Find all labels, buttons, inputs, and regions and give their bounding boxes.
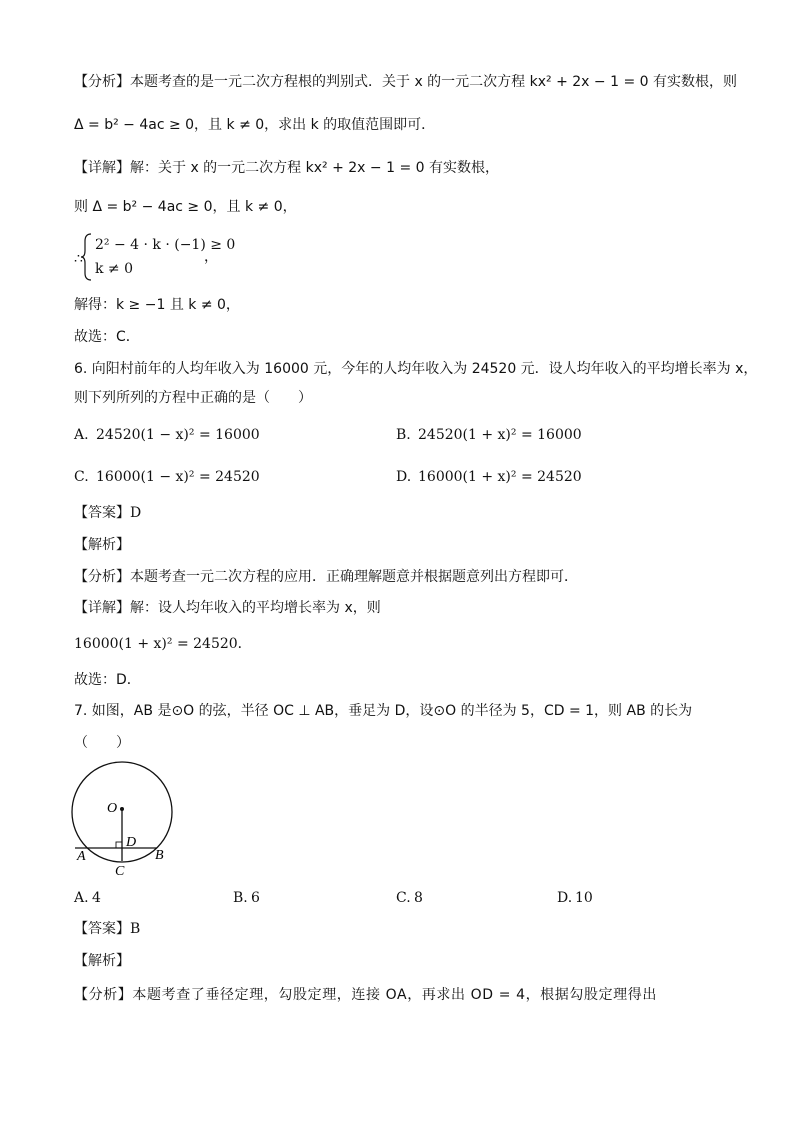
q5-analysis-line2: Δ = b² − 4ac ≥ 0，且 k ≠ 0，求出 k 的取值范围即可． xyxy=(74,117,436,133)
option-label: A. xyxy=(74,427,89,443)
system-row1: 2² − 4 · k · (−1) ≥ 0 xyxy=(95,237,236,253)
q5-solve-line: 解得：k ≥ −1 且 k ≠ 0， xyxy=(74,297,240,313)
option-label: C. xyxy=(396,890,411,906)
option-text: 24520(1 + x)² = 16000 xyxy=(418,427,582,443)
label-d: D xyxy=(126,835,137,850)
q7-stem-line2: （ ） xyxy=(74,735,130,751)
answer-tag: 【答案】 xyxy=(74,921,130,937)
q6-stem-line1: 6. 向阳村前年的人均年收入为 16000 元，今年的人均年收入为 24520 元．设人均年收入的平均增长率为 x， xyxy=(74,361,758,377)
q5-detail-line2: 则 Δ = b² − 4ac ≥ 0，且 k ≠ 0， xyxy=(74,199,297,215)
q7-answer-line xyxy=(74,919,140,939)
option-label: B. xyxy=(233,890,248,906)
therefore-symbol: ∴ xyxy=(74,251,83,267)
answer-value: D xyxy=(130,505,142,521)
q5-analysis-line1: 【分析】本题考查的是一元二次方程根的判别式．关于 x 的一元二次方程 kx² + 2x − 1 = 0 有实数根，则 xyxy=(74,74,737,90)
q6-jiexi-tag: 【解析】 xyxy=(74,537,130,553)
q6-analysis: 【分析】本题考查一元二次方程的应用．正确理解题意并根据题意列出方程即可． xyxy=(74,569,578,585)
option-text: 24520(1 − x)² = 16000 xyxy=(96,427,260,443)
q7-stem-line1: 7. 如图，AB 是⊙O 的弦，半径 OC ⊥ AB，垂足为 D，设⊙O 的半径为 5，CD = 1，则 AB 的长为 xyxy=(74,703,693,719)
left-brace-icon xyxy=(80,232,94,282)
q6-detail-line2: 16000(1 + x)² = 24520． xyxy=(74,636,252,652)
q7-jiexi-tag: 【解析】 xyxy=(74,953,130,969)
center-point-o xyxy=(120,807,124,811)
q5-detail-line1: 【详解】解：关于 x 的一元二次方程 kx² + 2x − 1 = 0 有实数根， xyxy=(74,160,499,176)
answer-tag: 【答案】 xyxy=(74,505,130,521)
option-text: 16000(1 + x)² = 24520 xyxy=(418,469,582,485)
option-label: B. xyxy=(396,427,411,443)
label-a: A xyxy=(77,849,86,864)
label-c: C xyxy=(115,864,125,879)
option-label: C. xyxy=(74,469,89,485)
label-o: O xyxy=(107,801,118,816)
option-label: A. xyxy=(74,890,89,906)
system-row2: k ≠ 0 xyxy=(95,261,134,277)
answer-value: B xyxy=(130,921,141,937)
option-text: 6 xyxy=(251,890,260,906)
right-angle-mark xyxy=(116,842,122,848)
option-text: 4 xyxy=(92,890,101,906)
q6-choose-line: 故选：D． xyxy=(74,672,141,688)
q6-detail-line1: 【详解】解：设人均年收入的平均增长率为 x，则 xyxy=(74,600,381,616)
system-comma: ， xyxy=(204,249,218,265)
option-text: 8 xyxy=(414,890,423,906)
label-b: B xyxy=(155,848,164,863)
option-label: D. xyxy=(396,469,412,485)
circle-chord-figure xyxy=(62,760,182,880)
q5-choose-line: 故选：C． xyxy=(74,329,140,345)
option-label: D. xyxy=(557,890,573,906)
q6-stem-line2: 则下列所列的方程中正确的是（ ） xyxy=(74,390,312,406)
q7-analysis: 【分析】本题考查了垂径定理，勾股定理，连接 OA，再求出 OD = 4，根据勾股定理得出 xyxy=(74,987,657,1003)
q6-answer-line xyxy=(74,503,141,523)
option-text: 10 xyxy=(575,890,593,906)
option-text: 16000(1 − x)² = 24520 xyxy=(96,469,260,485)
